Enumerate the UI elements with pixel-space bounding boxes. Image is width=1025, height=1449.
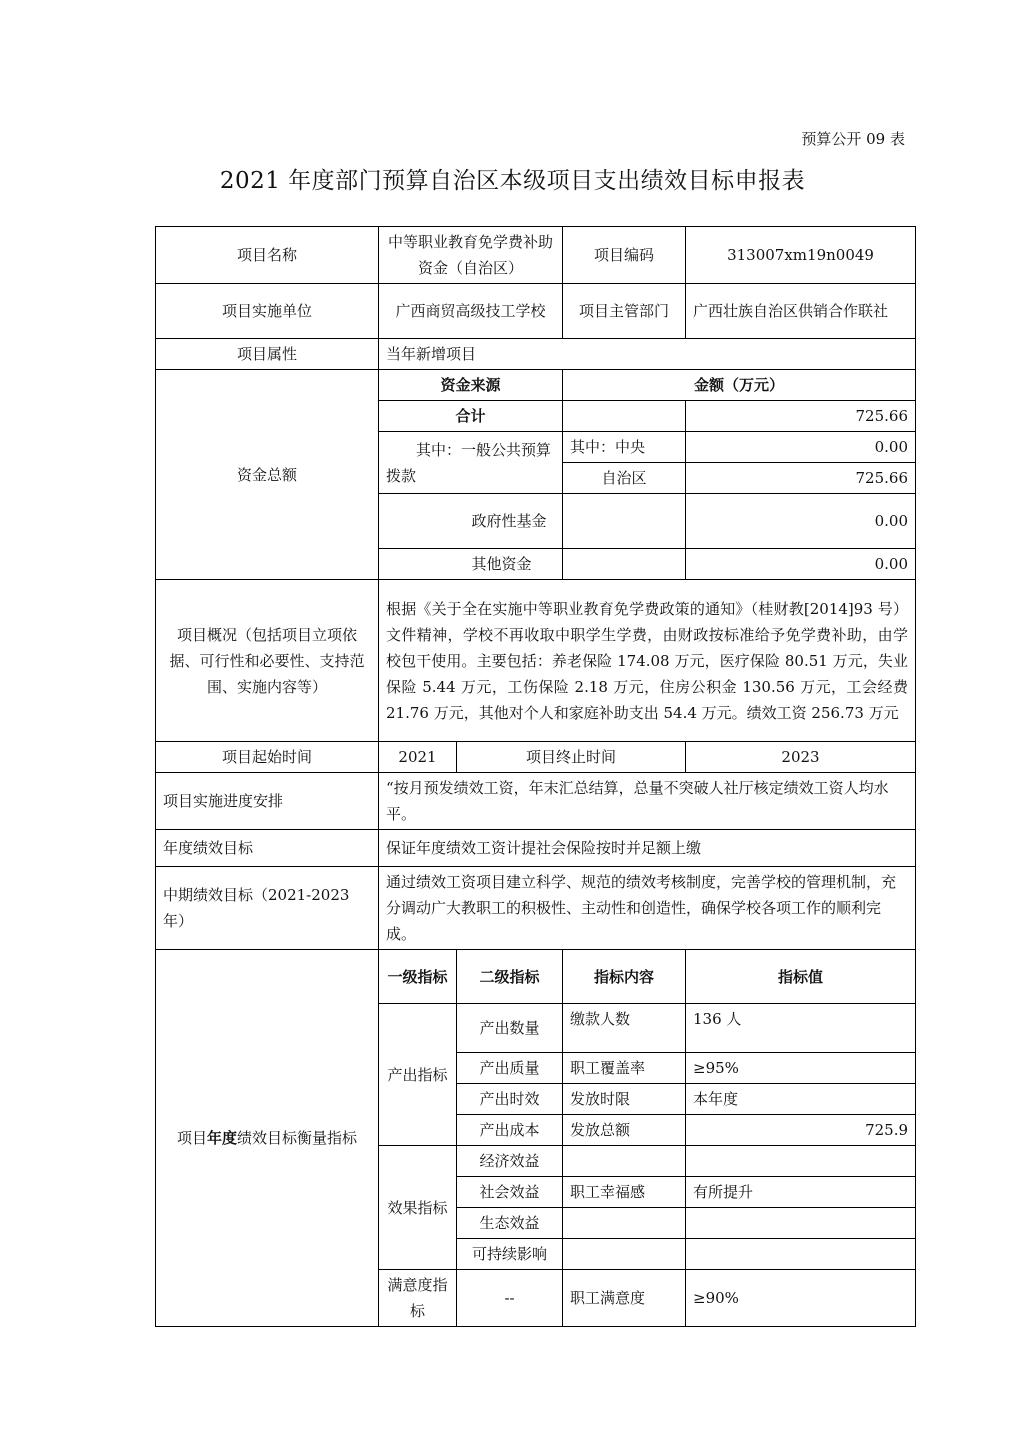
label-output-indicator: 产出指标 <box>379 1004 457 1146</box>
label-central: 其中：中央 <box>563 432 686 463</box>
value-central: 0.00 <box>686 432 916 463</box>
cell-value <box>686 1208 916 1239</box>
cell-content: 职工幸福感 <box>563 1177 686 1208</box>
document-title: 2021 年度部门预算自治区本级项目支出绩效目标申报表 <box>219 168 806 194</box>
header-value: 指标值 <box>686 950 916 1004</box>
label-total: 合计 <box>379 401 563 432</box>
cell-value: 136 人 <box>686 1004 916 1053</box>
label-satisfaction-indicator: 满意度指标 <box>379 1270 457 1327</box>
header-content: 指标内容 <box>563 950 686 1004</box>
value-schedule: “按月预发绩效工资，年末汇总结算，总量不突破人社厅核定绩效工资人均水平。 <box>379 773 916 830</box>
label-project-name: 项目名称 <box>156 227 379 284</box>
cell-value <box>686 1146 916 1177</box>
cell-value <box>686 1239 916 1270</box>
header-fund-amount: 金额（万元） <box>563 370 916 401</box>
label-region: 自治区 <box>563 463 686 494</box>
value-total: 725.66 <box>686 401 916 432</box>
header-level1: 一级指标 <box>379 950 457 1004</box>
cell-content <box>563 1146 686 1177</box>
cell-level2: 可持续影响 <box>457 1239 563 1270</box>
label-overview: 项目概况（包括项目立项依据、可行性和必要性、支持范围、实施内容等） <box>156 580 379 742</box>
value-region: 725.66 <box>686 463 916 494</box>
header-fund-source: 资金来源 <box>379 370 563 401</box>
row-indicator-header <box>156 950 916 1004</box>
label-general-budget: 其中：一般公共预算拨款 <box>379 432 563 494</box>
row-funds-header <box>156 370 916 401</box>
cell-content: 职工满意度 <box>563 1270 686 1327</box>
value-project-name: 中等职业教育免学费补助资金（自治区） <box>379 227 563 284</box>
label-indicators-pre: 项目 <box>176 1129 207 1147</box>
row-project-name <box>156 227 916 284</box>
value-midterm-goal: 通过绩效工资项目建立科学、规范的绩效考核制度，完善学校的管理机制，充分调动广大教职工的积极性、主动性和创造性，确保学校各项工作的顺利完成。 <box>379 867 916 950</box>
cell-level2: 产出质量 <box>457 1053 563 1084</box>
label-indicators-post: 绩效目标衡量指标 <box>237 1129 358 1147</box>
label-end-time: 项目终止时间 <box>457 742 686 773</box>
cell-content: 发放总额 <box>563 1115 686 1146</box>
cell-level2: 产出成本 <box>457 1115 563 1146</box>
label-gov-fund: 政府性基金 <box>379 494 563 549</box>
cell-level2: -- <box>457 1270 563 1327</box>
label-other-fund: 其他资金 <box>379 549 563 580</box>
row-annual-goal <box>156 830 916 867</box>
value-project-attr: 当年新增项目 <box>379 339 916 370</box>
value-project-code: 313007xm19n0049 <box>686 227 916 284</box>
label-schedule: 项目实施进度安排 <box>156 773 379 830</box>
cell-level2: 产出数量 <box>457 1004 563 1053</box>
label-indicators-bold: 年度 <box>206 1129 237 1147</box>
row-schedule <box>156 773 916 830</box>
cell-value: 有所提升 <box>686 1177 916 1208</box>
label-dept: 项目主管部门 <box>563 284 686 339</box>
label-project-attr: 项目属性 <box>156 339 379 370</box>
label-start-time: 项目起始时间 <box>156 742 379 773</box>
label-midterm-goal: 中期绩效目标（2021-2023 年） <box>156 867 379 950</box>
cell-level2: 产出时效 <box>457 1084 563 1115</box>
cell-level2: 生态效益 <box>457 1208 563 1239</box>
cell-content: 缴款人数 <box>563 1004 686 1053</box>
value-gov-fund: 0.00 <box>686 494 916 549</box>
row-period <box>156 742 916 773</box>
cell-value: 725.9 <box>686 1115 916 1146</box>
performance-target-form <box>155 226 916 1327</box>
row-midterm-goal <box>156 867 916 950</box>
cell-content <box>563 1208 686 1239</box>
cell-content: 职工覆盖率 <box>563 1053 686 1084</box>
row-project-unit <box>156 284 916 339</box>
cell-empty <box>563 549 686 580</box>
cell-value: 本年度 <box>686 1084 916 1115</box>
value-end-time: 2023 <box>686 742 916 773</box>
cell-empty <box>563 401 686 432</box>
cell-value: ≥95% <box>686 1053 916 1084</box>
cell-value: ≥90% <box>686 1270 916 1327</box>
cell-empty <box>563 494 686 549</box>
label-project-unit: 项目实施单位 <box>156 284 379 339</box>
value-overview: 根据《关于全在实施中等职业教育免学费政策的通知》（桂财教[2014]93 号）文件精神，学校不再收取中职学生学费，由财政按标准给予免学费补助，由学校包干使用。主要包括：养老保险 174.08 万元，医疗保险 80.51 万元，失业保险 5.44 万元，工伤保险 2.18 万元，住房公积金 130.56 万元，工会经费 21.76 万元，其他对个人和家庭补助支出 54.4 万元。绩效工资 256.73 万元 <box>379 580 916 742</box>
row-overview <box>156 580 916 742</box>
value-dept: 广西壮族自治区供销合作联社 <box>686 284 916 339</box>
label-funds-total: 资金总额 <box>156 370 379 580</box>
cell-level2: 社会效益 <box>457 1177 563 1208</box>
value-start-time: 2021 <box>379 742 457 773</box>
value-annual-goal: 保证年度绩效工资计提社会保险按时并足额上缴 <box>379 830 916 867</box>
table-number: 预算公开 09 表 <box>801 130 905 148</box>
label-indicators <box>156 950 379 1327</box>
row-project-attr <box>156 339 916 370</box>
value-project-unit: 广西商贸高级技工学校 <box>379 284 563 339</box>
cell-content: 发放时限 <box>563 1084 686 1115</box>
label-project-code: 项目编码 <box>563 227 686 284</box>
label-effect-indicator: 效果指标 <box>379 1146 457 1270</box>
label-annual-goal: 年度绩效目标 <box>156 830 379 867</box>
header-level2: 二级指标 <box>457 950 563 1004</box>
value-other-fund: 0.00 <box>686 549 916 580</box>
cell-content <box>563 1239 686 1270</box>
cell-level2: 经济效益 <box>457 1146 563 1177</box>
